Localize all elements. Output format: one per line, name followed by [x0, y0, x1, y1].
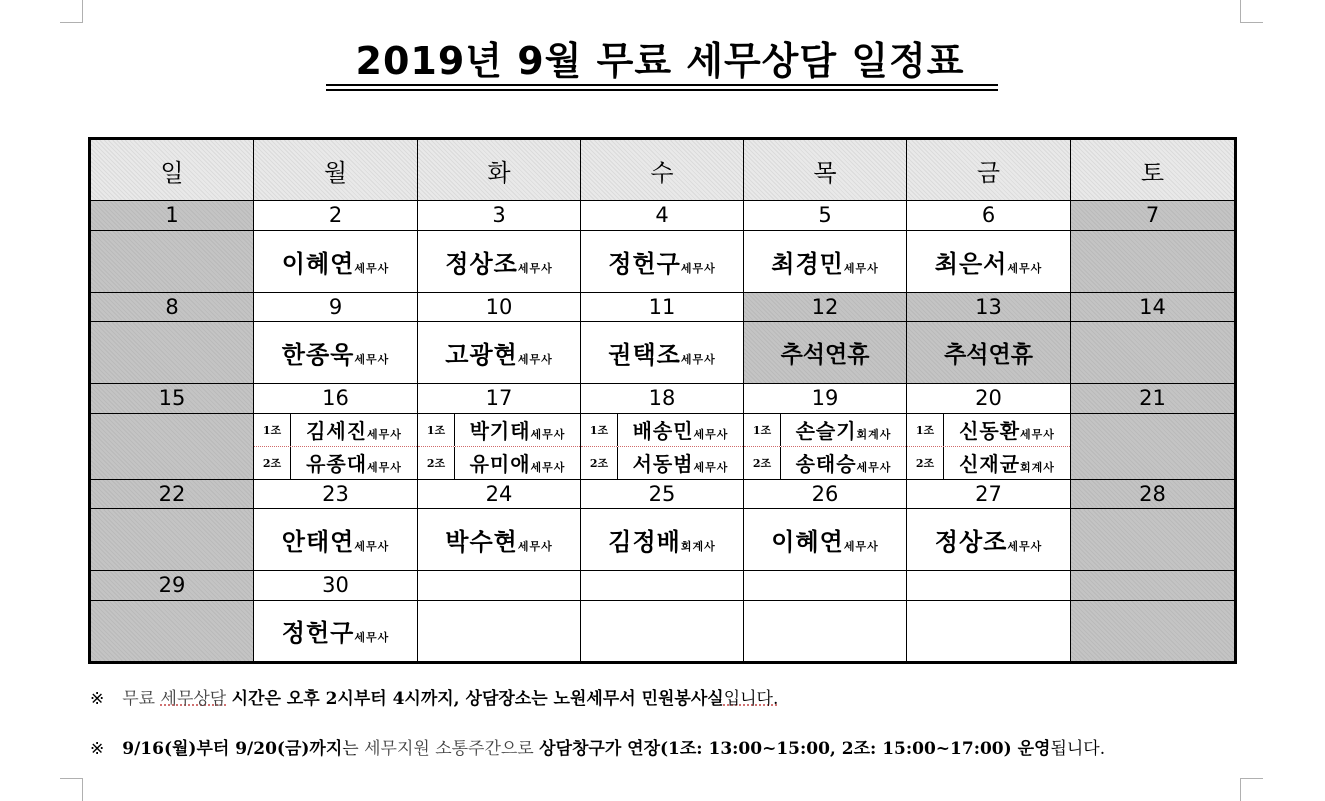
counselor-title: 세무사 — [530, 428, 566, 442]
counselor-name: 박수현 — [445, 527, 518, 557]
day-number: 19 — [744, 384, 907, 413]
counselor-name: 김정배 — [608, 527, 681, 557]
day-number: 23 — [254, 479, 418, 508]
group-1-row — [254, 414, 417, 446]
day-number: 3 — [418, 201, 581, 230]
empty-cell — [90, 230, 254, 292]
counselor-name: 이혜연 — [281, 248, 355, 278]
empty-cell — [907, 600, 1071, 662]
counselor-cell — [907, 509, 1071, 571]
counselor-cell — [581, 322, 744, 384]
empty-cell — [1071, 509, 1236, 571]
day-number: 5 — [744, 201, 907, 230]
day-number — [581, 571, 744, 600]
note-emphasis: 9/16(월)부터 9/20(금)까지 — [122, 739, 343, 759]
day-number: 11 — [581, 292, 744, 321]
weekday-thu: 목 — [744, 139, 907, 201]
empty-cell — [581, 600, 744, 662]
note-text: 는 — [342, 739, 359, 759]
week-2-counselors — [90, 322, 1236, 384]
counselor-name: 권택조 — [608, 340, 681, 370]
counselor-title: 세무사 — [1020, 428, 1055, 442]
counselor-title: 세무사 — [354, 261, 390, 275]
counselor-title: 세무사 — [680, 261, 716, 275]
counselor-title: 세무사 — [1007, 261, 1043, 275]
group-1-row — [418, 414, 580, 446]
counselor-cell — [254, 230, 418, 292]
counselor-title: 세무사 — [517, 261, 553, 275]
day-number: 16 — [254, 384, 418, 413]
group-1-row — [581, 414, 743, 446]
day-number: 1 — [90, 201, 254, 230]
counselor-cell — [254, 509, 418, 571]
counselor-cell — [581, 509, 744, 571]
counselor-cell — [418, 509, 581, 571]
day-number: 26 — [744, 479, 907, 508]
page-title: 2019년 9월 무료 세무상담 일정표 — [355, 39, 965, 83]
group-2-row — [907, 446, 1070, 479]
day-number: 24 — [418, 479, 581, 508]
day-number: 30 — [254, 571, 418, 600]
counselor-name: 유미애 — [469, 452, 531, 477]
counselor-name: 유종대 — [306, 452, 368, 477]
group-label: 2조 — [744, 447, 781, 479]
counselor-name: 박기태 — [469, 419, 531, 444]
week-4-counselors — [90, 509, 1236, 571]
counselor-name: 정헌구 — [281, 618, 355, 648]
counselor-name: 최경민 — [771, 248, 844, 278]
counselor-name: 배송민 — [632, 419, 694, 444]
note-text: 세무상담 — [160, 689, 227, 709]
counselor-cell — [254, 600, 418, 662]
counselor-title: 세무사 — [354, 631, 390, 645]
weekday-sat: 토 — [1071, 139, 1236, 201]
group-label: 1조 — [744, 414, 781, 446]
holiday-label: 추석연휴 — [944, 341, 1033, 369]
day-number: 22 — [90, 479, 254, 508]
note-emphasis: 상담창구가 연장(1조: 13:00~15:00, 2조: 15:00~17:00) 운영 — [539, 739, 1051, 759]
group-label: 1조 — [254, 414, 291, 446]
crop-mark-bottom-right — [1240, 778, 1263, 801]
counselor-name: 신동환 — [959, 419, 1021, 444]
counselor-name: 한종욱 — [281, 340, 355, 370]
counselor-title: 세무사 — [530, 461, 566, 475]
group-1-row — [907, 414, 1070, 446]
day-number: 27 — [907, 479, 1071, 508]
title-underline — [326, 84, 998, 86]
week-2-dates — [90, 292, 1236, 321]
counselor-title: 세무사 — [843, 540, 879, 554]
counselor-title: 세무사 — [354, 353, 390, 367]
day-number: 10 — [418, 292, 581, 321]
week-5-counselors — [90, 600, 1236, 662]
day-number: 21 — [1071, 384, 1236, 413]
note-consultation-hours — [90, 684, 778, 709]
group-2-row — [254, 446, 417, 479]
group-2-row — [418, 446, 580, 479]
counselor-name: 안태연 — [281, 527, 355, 557]
counselor-name: 정상조 — [934, 527, 1008, 557]
empty-cell — [1071, 600, 1236, 662]
weekday-fri: 금 — [907, 139, 1071, 201]
group-label: 1조 — [907, 414, 944, 446]
group-cell — [254, 413, 418, 479]
weekday-header-row — [90, 139, 1236, 201]
crop-mark-bottom-left — [60, 778, 83, 801]
counselor-title: 세무사 — [843, 261, 879, 275]
counselor-title: 세무사 — [517, 540, 553, 554]
empty-cell — [1071, 413, 1236, 479]
day-number: 12 — [744, 292, 907, 321]
counselor-title: 회계사 — [680, 540, 716, 554]
day-number: 4 — [581, 201, 744, 230]
weekday-tue: 화 — [418, 139, 581, 201]
counselor-cell — [907, 230, 1071, 292]
group-cell — [581, 413, 744, 479]
group-cell — [418, 413, 581, 479]
empty-cell — [90, 413, 254, 479]
counselor-title: 세무사 — [367, 461, 402, 475]
counselor-title: 세무사 — [517, 353, 553, 367]
counselor-name: 김세진 — [306, 419, 368, 444]
day-number — [744, 571, 907, 600]
reference-mark-icon: ※ — [90, 739, 105, 759]
group-label: 1조 — [581, 414, 618, 446]
counselor-cell — [744, 509, 907, 571]
crop-mark-top-left — [60, 0, 83, 23]
counselor-name: 송태승 — [795, 452, 857, 477]
day-number: 14 — [1071, 292, 1236, 321]
counselor-name: 최은서 — [934, 248, 1008, 278]
group-label: 1조 — [418, 414, 455, 446]
note-text: 됩니다. — [1050, 739, 1106, 759]
empty-cell — [90, 322, 254, 384]
note-text: 무료 — [122, 689, 156, 709]
group-cell — [744, 413, 907, 479]
group-1-row — [744, 414, 906, 446]
counselor-name: 고광현 — [445, 340, 518, 370]
group-label: 2조 — [418, 447, 455, 479]
week-1-dates — [90, 201, 1236, 230]
counselor-cell — [744, 230, 907, 292]
week-5-dates — [90, 571, 1236, 600]
counselor-cell — [581, 230, 744, 292]
empty-cell — [1071, 322, 1236, 384]
weekday-mon: 월 — [254, 139, 418, 201]
day-number: 8 — [90, 292, 254, 321]
day-number: 20 — [907, 384, 1071, 413]
holiday-label: 추석연휴 — [780, 341, 870, 369]
empty-cell — [90, 600, 254, 662]
crop-mark-top-right — [1240, 0, 1263, 23]
note-text: 세무지원 소통주간으로 — [364, 739, 534, 759]
counselor-cell — [418, 230, 581, 292]
counselor-title: 세무사 — [1007, 540, 1043, 554]
note-emphasis: 시간은 오후 2시부터 4시까지, 상담장소는 노원세무서 민원봉사실 — [231, 689, 724, 709]
day-number: 18 — [581, 384, 744, 413]
day-number: 15 — [90, 384, 254, 413]
day-number: 13 — [907, 292, 1071, 321]
counselor-name: 이혜연 — [771, 527, 844, 557]
counselor-name: 신재균 — [959, 452, 1021, 477]
empty-cell — [1071, 230, 1236, 292]
group-2-row — [744, 446, 906, 479]
counselor-cell — [418, 322, 581, 384]
week-3-counselors — [90, 413, 1236, 479]
holiday-cell — [907, 322, 1071, 384]
empty-cell — [744, 600, 907, 662]
day-number: 17 — [418, 384, 581, 413]
reference-mark-icon: ※ — [90, 689, 105, 709]
counselor-title: 세무사 — [693, 428, 729, 442]
day-number: 25 — [581, 479, 744, 508]
counselor-title: 세무사 — [856, 461, 892, 475]
counselor-cell — [254, 322, 418, 384]
counselor-title: 회계사 — [1020, 461, 1055, 475]
note-text: 입니다. — [723, 689, 779, 709]
group-2-row — [581, 446, 743, 479]
day-number: 9 — [254, 292, 418, 321]
day-number: 29 — [90, 571, 254, 600]
note-extended-hours — [90, 734, 1105, 759]
group-label: 2조 — [254, 447, 291, 479]
week-4-dates — [90, 479, 1236, 508]
group-cell — [907, 413, 1071, 479]
holiday-cell — [744, 322, 907, 384]
counselor-name: 서동범 — [632, 452, 694, 477]
weekday-wed: 수 — [581, 139, 744, 201]
group-label: 2조 — [907, 447, 944, 479]
empty-cell — [90, 509, 254, 571]
day-number: 2 — [254, 201, 418, 230]
day-number — [418, 571, 581, 600]
counselor-name: 정헌구 — [608, 248, 681, 278]
weekday-sun: 일 — [90, 139, 254, 201]
day-number — [907, 571, 1071, 600]
counselor-title: 세무사 — [367, 428, 402, 442]
week-3-dates — [90, 384, 1236, 413]
day-number: 7 — [1071, 201, 1236, 230]
group-label: 2조 — [581, 447, 618, 479]
schedule-calendar — [88, 137, 1237, 664]
counselor-title: 세무사 — [680, 353, 716, 367]
week-1-counselors — [90, 230, 1236, 292]
counselor-title: 세무사 — [693, 461, 729, 475]
empty-cell — [418, 600, 581, 662]
counselor-title: 세무사 — [354, 540, 390, 554]
counselor-name: 손슬기 — [795, 419, 857, 444]
day-number: 28 — [1071, 479, 1236, 508]
counselor-name: 정상조 — [445, 248, 518, 278]
day-number: 6 — [907, 201, 1071, 230]
counselor-title: 회계사 — [856, 428, 892, 442]
title-underline-double — [326, 89, 998, 91]
day-number — [1071, 571, 1236, 600]
